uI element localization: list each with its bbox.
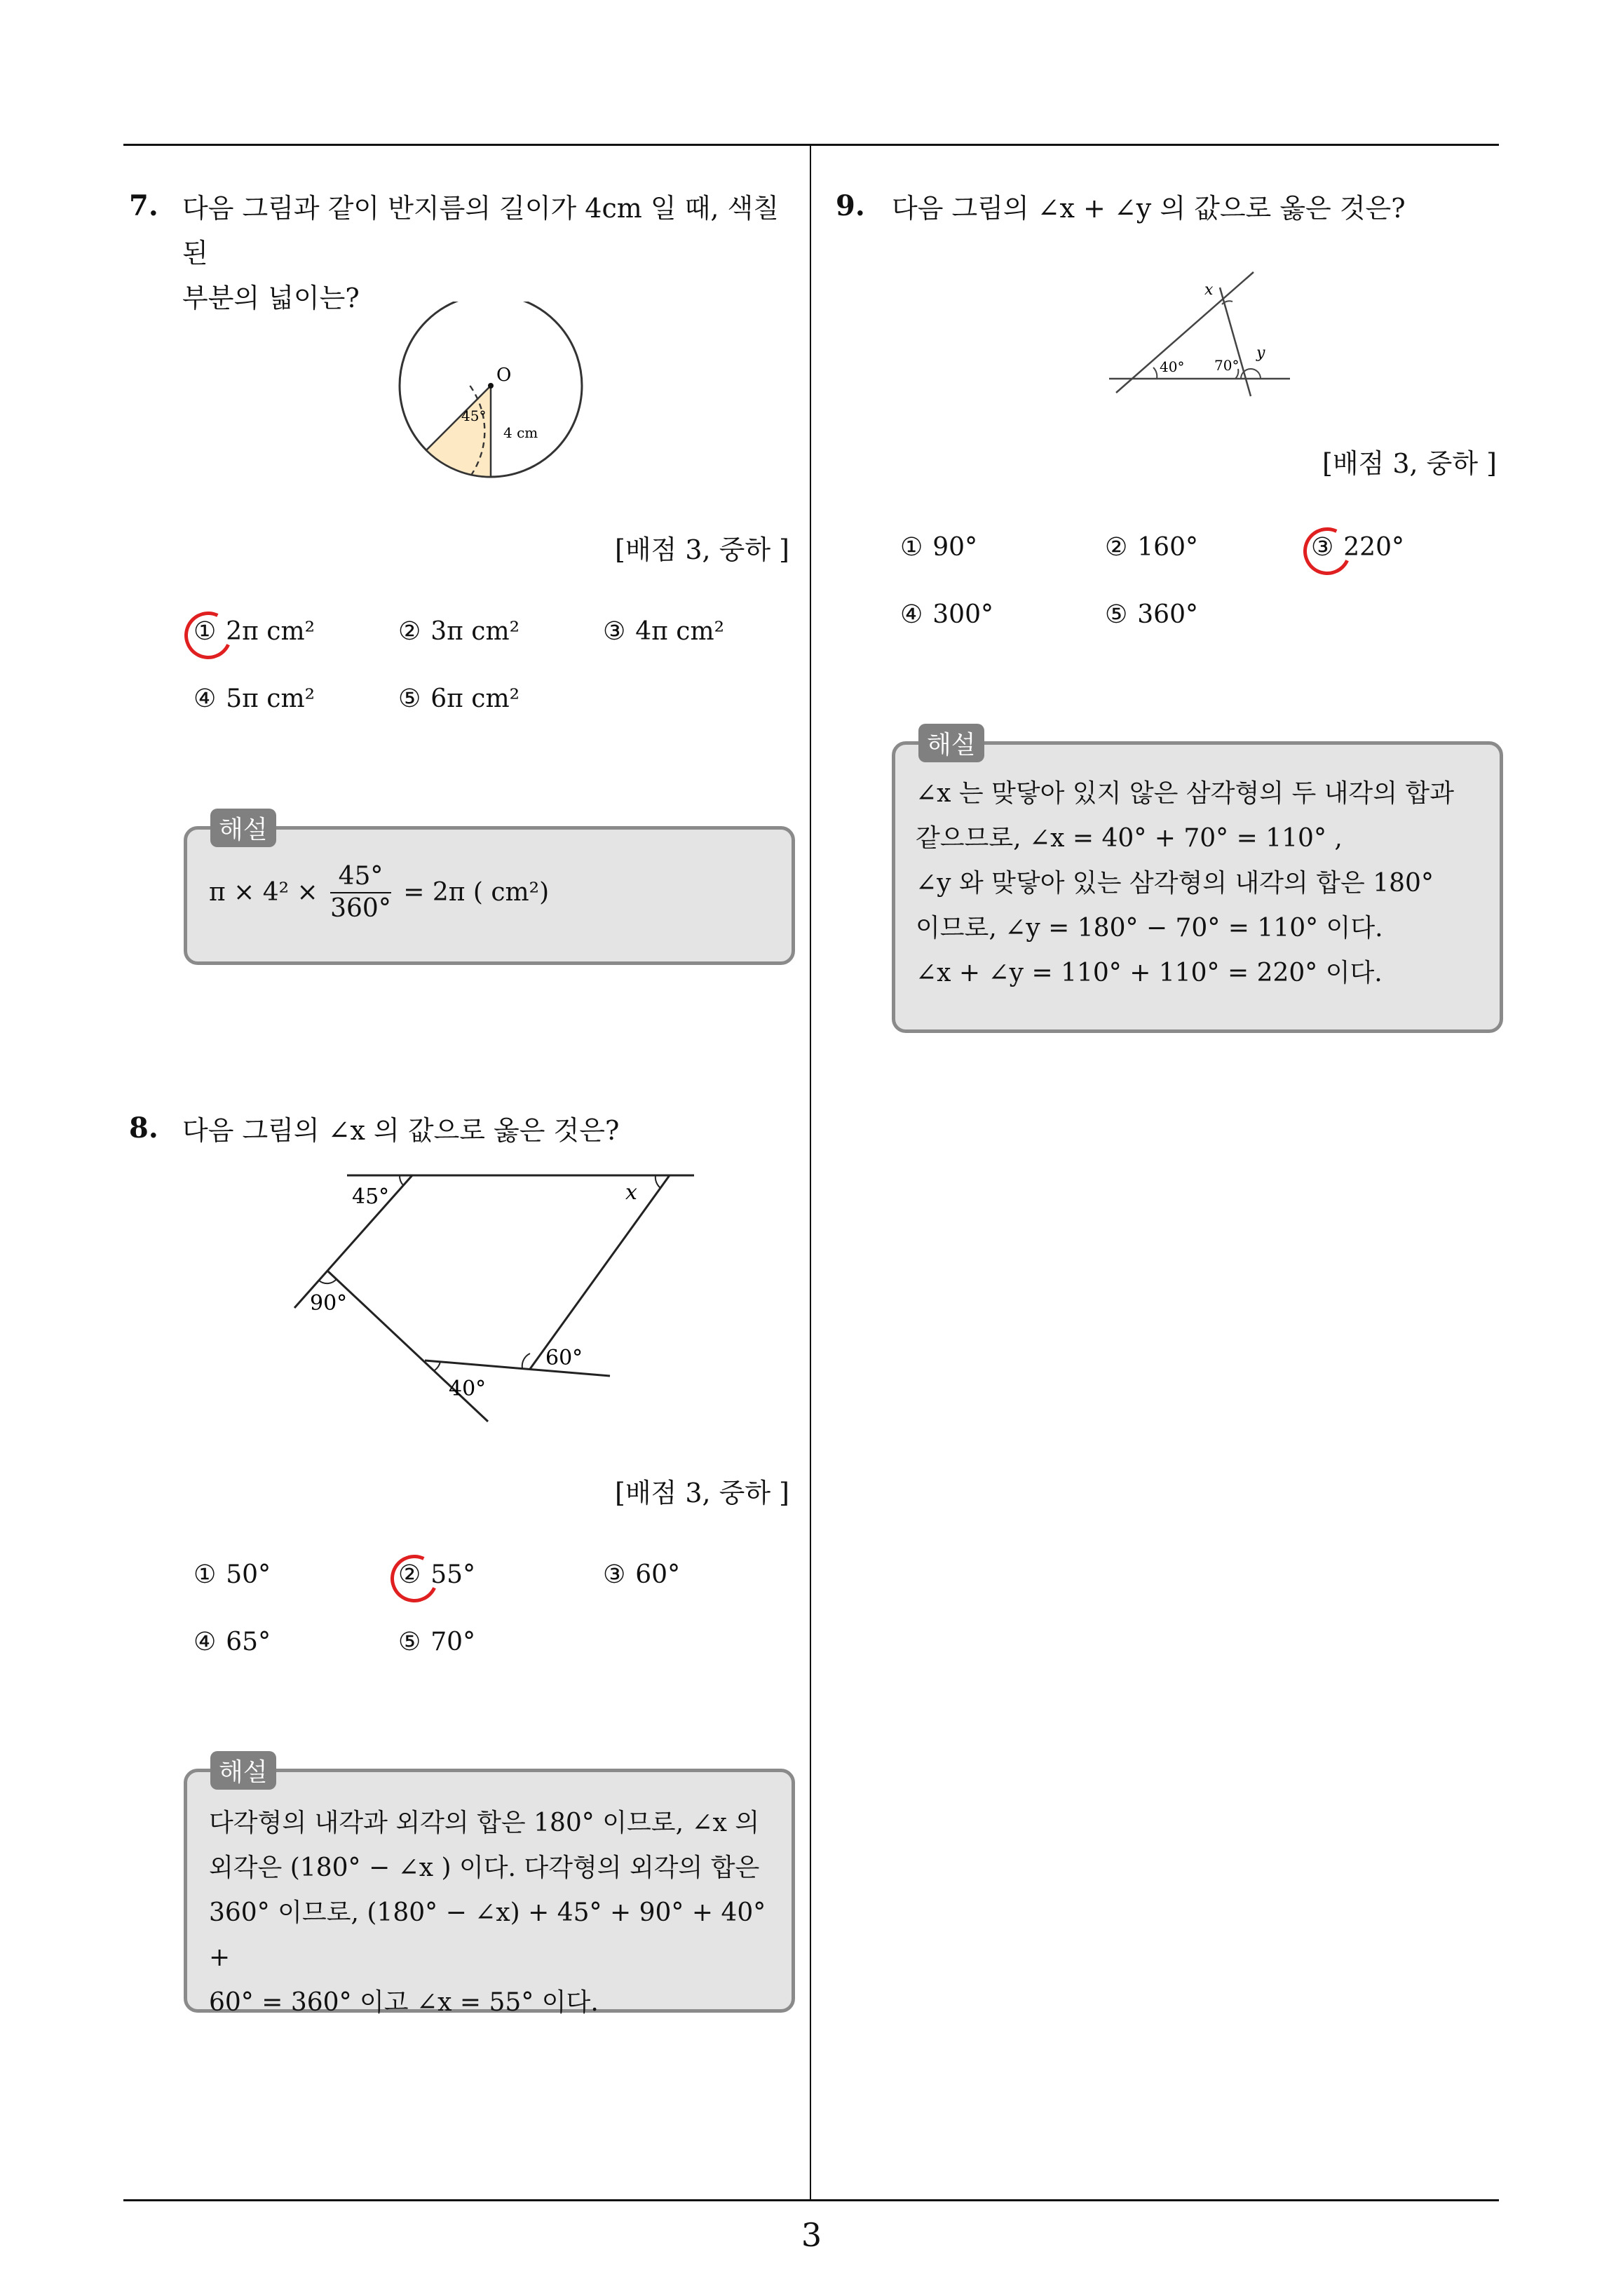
choice-text: 360° [1137,600,1198,629]
q8-arc-x [656,1175,660,1188]
choice-number: ④ [193,1628,217,1656]
q8-polygon-figure [280,1164,715,1445]
choice-text: 6π cm² [430,684,520,713]
choice-number: ② [398,1560,421,1589]
q8-arc-60 [522,1353,530,1368]
q9-score: [배점 3, 중하 ] [1322,448,1497,479]
q8-right-edge [530,1175,670,1369]
q9-choice-5[interactable] [1105,600,1198,629]
q7-choice-2[interactable] [398,617,520,646]
q9-expl-line: ∠y 와 맞닿아 있는 삼각형의 내각의 합은 180° [916,869,1434,898]
q9-70-label: 70° [1214,357,1240,374]
choice-text: 90° [932,533,978,562]
q9-expl-line: 같으므로, ∠x = 40° + 70° = 110° , [916,824,1343,853]
q7-explanation [209,861,549,924]
q9-steep-line [1220,288,1251,396]
choice-number: ② [1105,533,1128,562]
q7-center-point [488,383,494,389]
q7-choice-4[interactable] [193,684,315,713]
q9-explanation [916,771,1490,996]
q7-text-line1: 다음 그림과 같이 반지름의 길이가 4cm 일 때, 색칠된 [182,193,779,269]
q8-score: [배점 3, 중하 ] [615,1478,789,1508]
q8-choice-3[interactable] [603,1560,680,1589]
choice-text: 300° [932,600,993,629]
q8-angle-90-label: 90° [310,1291,348,1316]
q7-text [182,186,799,320]
q8-choice-2[interactable] [398,1560,475,1589]
choice-text: 55° [430,1560,476,1589]
q8-explanation-badge: 해설 [210,1751,276,1790]
q7-score: [배점 3, 중하 ] [615,534,789,565]
choice-text: 220° [1343,533,1404,562]
q7-shaded-sector [426,386,491,477]
q8-number: 8. [129,1112,158,1144]
q8-expl-line: 60° = 360° 이고 ∠x = 55° 이다. [209,1988,599,2017]
q8-arc-40 [435,1362,440,1370]
top-rule [123,144,1499,146]
q8-angle-60-label: 60° [545,1346,583,1370]
choice-text: 3π cm² [430,617,520,646]
q9-expl-line: 이므로, ∠y = 180° − 70° = 110° 이다. [916,914,1383,943]
choice-number: ① [193,1560,217,1589]
q8-explanation [209,1801,777,2025]
q9-explanation-badge: 해설 [918,724,984,762]
q7-expl-right: = 2π ( cm²) [403,878,550,907]
q8-arc-45 [400,1175,403,1185]
choice-text: 65° [226,1628,271,1656]
q7-choice-5[interactable] [398,684,520,713]
q7-text-line2: 부분의 넓이는? [182,283,360,313]
choice-text: 70° [430,1628,476,1656]
q8-angle-x-label: x [625,1180,637,1205]
q9-expl-line: ∠x 는 맞닿아 있지 않은 삼각형의 두 내각의 합과 [916,779,1454,808]
q9-arc-40 [1153,367,1157,379]
page-number: 3 [801,2216,822,2254]
q7-frac-bottom: 360° [330,894,391,923]
q7-expl-fraction [330,861,391,924]
choice-text: 50° [226,1560,271,1589]
choice-number: ③ [1311,533,1334,562]
q9-text: 다음 그림의 ∠x + ∠y 의 값으로 옳은 것은? [892,193,1406,224]
q9-choice-4[interactable] [900,600,993,629]
choice-number: ① [193,617,217,646]
q8-angle-45-label: 45° [352,1184,390,1209]
choice-number: ④ [900,600,923,629]
choice-number: ③ [603,1560,626,1589]
q8-angle-40-label: 40° [449,1377,487,1401]
q8-expl-line: 다각형의 내각과 외각의 합은 180° 이므로, ∠x 의 [209,1809,760,1837]
q8-arc-90 [319,1279,337,1283]
bottom-rule [123,2199,1499,2201]
choice-number: ⑤ [398,684,421,713]
q9-angle-figure [1101,259,1297,400]
q9-choice-3[interactable] [1311,533,1404,562]
q9-choice-2[interactable] [1105,533,1198,562]
q7-explanation-badge: 해설 [210,809,276,847]
q8-text: 다음 그림의 ∠x 의 값으로 옳은 것은? [182,1115,620,1146]
q9-40-label: 40° [1160,358,1185,375]
q9-number: 9. [836,189,865,222]
choice-number: ③ [603,617,626,646]
column-divider [810,144,811,2201]
q7-expl-left: π × 4² × [209,878,318,907]
q7-radius-label: 4 cm [503,424,538,441]
choice-number: ⑤ [398,1628,421,1656]
choice-number: ② [398,617,421,646]
choice-text: 160° [1137,533,1198,562]
q7-number: 7. [129,189,158,222]
q9-x-label: x [1204,281,1214,299]
q8-choice-4[interactable] [193,1628,271,1656]
choice-number: ⑤ [1105,600,1128,629]
q9-expl-line: ∠x + ∠y = 110° + 110° = 220° 이다. [916,959,1383,987]
choice-number: ④ [193,684,217,713]
q7-choice-1[interactable] [193,617,315,646]
q8-expl-line: 360° 이므로, (180° − ∠x) + 45° + 90° + 40° + [209,1898,766,1972]
choice-text: 4π cm² [635,617,725,646]
q9-choice-1[interactable] [900,533,977,562]
q7-angle-label: 45° [461,407,487,424]
q7-frac-top: 45° [330,861,391,893]
choice-text: 5π cm² [226,684,315,713]
choice-text: 60° [635,1560,681,1589]
q8-expl-line: 외각은 (180° − ∠x ) 이다. 다각형의 외각의 합은 [209,1853,760,1882]
q8-choice-1[interactable] [193,1560,271,1589]
choice-text: 2π cm² [226,617,315,646]
choice-number: ① [900,533,923,562]
q7-circle-figure [393,302,589,498]
q9-y-label: y [1256,344,1265,362]
q8-choice-5[interactable] [398,1628,475,1656]
q7-center-label: O [496,365,512,386]
q7-choice-3[interactable] [603,617,724,646]
